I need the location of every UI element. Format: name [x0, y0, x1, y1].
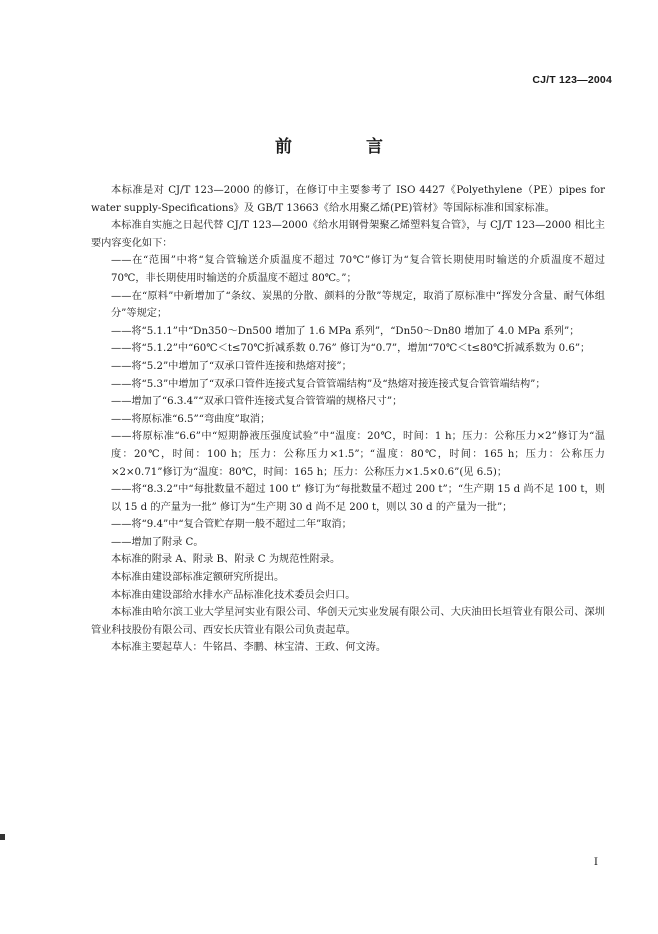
closing-paragraph: 本标准由建设部给水排水产品标准化技术委员会归口。	[111, 589, 356, 601]
closing-paragraph: 本标准由建设部标准定额研究所提出。	[111, 572, 285, 584]
change-item: ——增加了附录 C。	[111, 536, 204, 548]
change-item: ——将“5.3”中增加了“双承口管件连接式复合管管端结构”及“热熔对接连接式复合管管端结构”；	[111, 378, 546, 390]
change-item: ——在“范围”中将“复合管输送介质温度不超过 70℃”修订为“复合管长期使用时输送的介质温度不超过 70℃，非长期使用时输送的介质温度不超过 80℃。”；	[111, 255, 605, 284]
change-item: ——将“5.1.2”中“60℃＜t≤70℃折减系数 0.76” 修订为“0.7”，增加“70℃＜t≤80℃折减系数为 0.6”；	[111, 343, 591, 355]
change-item: ——将“9.4”中“复合管贮存期一般不超过二年”取消；	[111, 519, 352, 531]
change-item: ——将原标准“6.5”“弯曲度”取消；	[111, 413, 271, 425]
closing-paragraph: 本标准由哈尔滨工业大学星河实业有限公司、华创天元实业发展有限公司、大庆油田长垣管业有限公司、深圳管业科技股份有限公司、西安长庆管业有限公司负责起草。	[91, 607, 605, 636]
page-number: I	[593, 856, 598, 868]
page-title: 前 言	[275, 137, 417, 157]
change-item: ——在“原料”中新增加了“条纹、炭黑的分散、颜料的分散”等规定，取消了原标准中“挥发分含量、耐气体组分”等规定；	[111, 290, 605, 320]
change-item: ——增加了“6.3.4”“双承口管件连接式复合管管端的规格尺寸”；	[111, 396, 403, 408]
scan-mark	[0, 834, 5, 840]
closing-paragraph: 本标准主要起草人：牛铭昌、李鹏、林宝清、王政、何文涛。	[111, 642, 387, 654]
intro-paragraph: 本标准自实施之日起代替 CJ/T 123—2000《给水用钢骨架聚乙烯塑料复合管》，与 CJ/T 123—2000 相比主要内容变化如下：	[91, 220, 605, 249]
document-body	[91, 182, 605, 657]
change-item: ——将“8.3.2”中“每批数量不超过 100 t” 修订为“每批数量不超过 200 t”；“生产期 15 d 尚不足 100 t，则以 15 d 的产量为一批” 修订为“生产期 30 d 尚不足 200 t，则以 30 d 的产量为一批”；	[111, 484, 605, 513]
change-item: ——将“5.2”中增加了“双承口管件连接和热熔对接”；	[111, 360, 352, 372]
intro-paragraph: 本标准是对 CJ/T 123—2000 的修订，在修订中主要参考了 ISO 4427《Polyethylene（PE）pipes for water supply-Specifications》及 GB/T 13663《给水用聚乙烯(PE)管材》等国际标准和国家标准。	[91, 185, 605, 214]
closing-paragraph: 本标准的附录 A、附录 B、附录 C 为规范性附录。	[111, 554, 341, 566]
change-item: ——将原标准“6.6”中“短期静液压强度试验”中“温度：20℃，时间：1 h；压力：公称压力×2”修订为“温度：20℃，时间：100 h；压力：公称压力×1.5”；“温度：80℃，时间：165 h；压力：公称压力×2×0.71”修订为“温度：80℃，时间：165 h；压力：公称压力×1.5×0.6”(见 6.5)；	[111, 431, 605, 478]
change-item: ——将“5.1.1”中“Dn350～Dn500 增加了 1.6 MPa 系列”，“Dn50～Dn80 增加了 4.0 MPa 系列”；	[111, 325, 580, 337]
standard-code: CJ/T 123—2004	[532, 74, 612, 86]
